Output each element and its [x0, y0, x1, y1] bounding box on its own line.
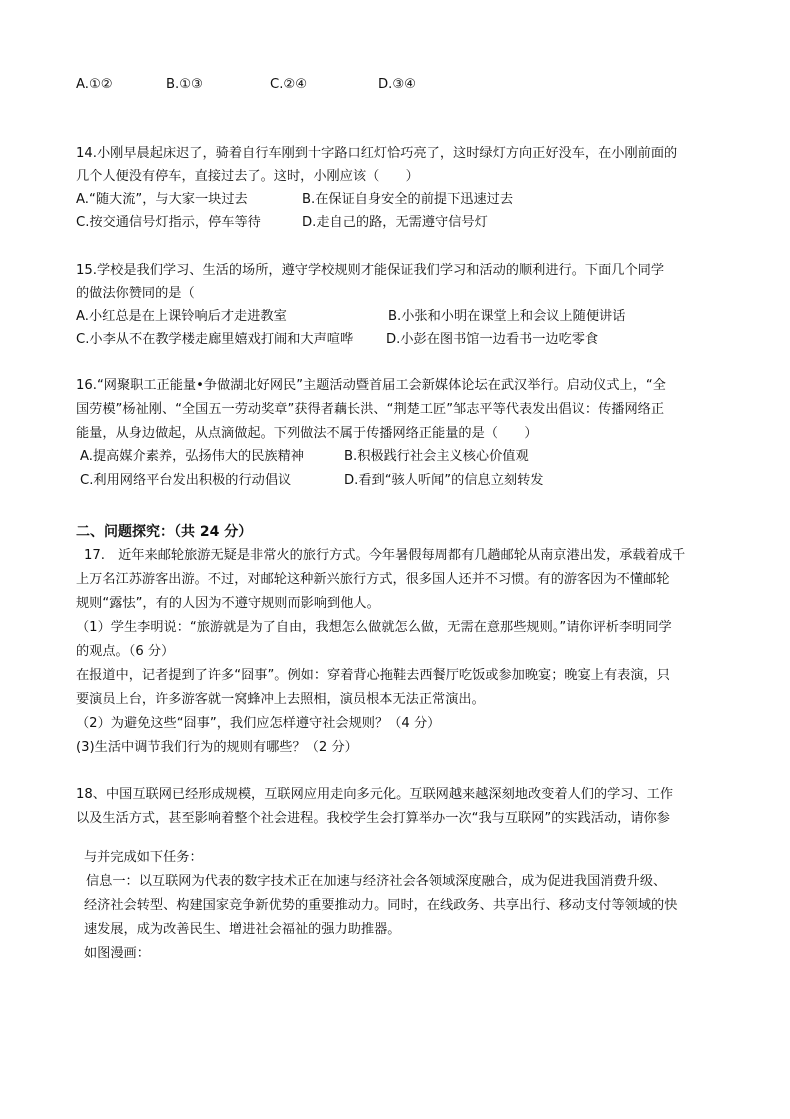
q13-option-b: B.①③	[166, 77, 203, 92]
q16-options-row-1	[80, 447, 720, 467]
q14-options-row-2	[76, 213, 716, 233]
q18-intro-line-1: 18、中国互联网已经形成规模，互联网应用走向多元化。互联网越来越深刻地改变着人们的学习、工作	[76, 787, 674, 802]
q18-info1-line-2: 经济社会转型、构建国家竞争新优势的重要推动力。同时，在线政务、共享出行、移动支付等领域的快	[84, 898, 678, 913]
q14-option-c: C.按交通信号灯指示，停车等待	[76, 215, 261, 230]
q18-comic-label: 如图漫画：	[84, 946, 150, 961]
q14-option-b: B.在保证自身安全的前提下迅速过去	[302, 192, 514, 207]
q17-subquestion-1-line-2: 的观点。（6 分）	[76, 644, 175, 659]
q15-stem-line-1: 15.学校是我们学习、生活的场所，遵守学校规则才能保证我们学习和活动的顺利进行。下面几个同学	[76, 263, 665, 278]
q16-option-d: D.看到“骇人听闻”的信息立刻转发	[344, 473, 544, 488]
q15-options-row-1	[76, 307, 716, 327]
q13-options	[76, 75, 716, 95]
q15-option-a: A.小红总是在上课铃响后才走进教室	[76, 309, 287, 324]
q16-stem-line-1: 16.“网聚职工正能量•争做湖北好网民”主题活动暨首届工会新媒体论坛在武汉举行。启动仪式上，“全	[76, 378, 666, 393]
q17-report-line-1: 在报道中，记者提到了许多“囧事”。例如：穿着背心拖鞋去西餐厅吃饭或参加晚宴；晚宴上有表演，只	[76, 668, 670, 683]
q14-stem-line-2: 几个人便没有停车，直接过去了。这时，小刚应该（ ）	[76, 169, 419, 184]
q15-option-b: B.小张和小明在课堂上和会议上随便讲话	[388, 309, 626, 324]
q18-info1-line-3: 速发展，成为改善民生、增进社会福祉的强力助推器。	[84, 922, 401, 937]
q17-subquestion-2: （2）为避免这些“囧事”，我们应怎样遵守社会规则？（4 分）	[76, 716, 441, 731]
q18-intro-line-2: 以及生活方式，甚至影响着整个社会进程。我校学生会打算举办一次“我与互联网”的实践活动，请你参	[76, 811, 670, 826]
q16-option-c: C.利用网络平台发出积极的行动倡议	[80, 473, 292, 488]
q13-option-a: A.①②	[76, 77, 113, 92]
q17-subquestion-1-line-1: （1）学生李明说：“旅游就是为了自由，我想怎么做就怎么做，无需在意那些规则。”请你评析李明同学	[76, 620, 672, 635]
q14-options-row-1	[76, 190, 716, 210]
q14-option-d: D.走自己的路，无需遵守信号灯	[302, 215, 488, 230]
q17-intro-line-1: 17. 近年来邮轮旅游无疑是非常火的旅行方式。今年暑假每周都有几趟邮轮从南京港出发，承载着成千	[84, 548, 686, 563]
q15-options-row-2	[76, 330, 716, 350]
q14-stem-line-1: 14.小刚早晨起床迟了，骑着自行车刚到十字路口红灯恰巧亮了，这时绿灯方向正好没车，在小刚前面的	[76, 146, 678, 161]
q17-subquestion-3: (3)生活中调节我们行为的规则有哪些？（2 分）	[76, 740, 358, 755]
q17-report-line-2: 要演员上台，许多游客就一窝蜂冲上去照相，演员根本无法正常演出。	[76, 692, 485, 707]
q17-intro-line-3: 规则“露怯”，有的人因为不遵守规则而影响到他人。	[76, 596, 380, 611]
q15-option-c: C.小李从不在教学楼走廊里嬉戏打闹和大声喧哗	[76, 332, 354, 347]
q16-option-a: A.提高媒介素养，弘扬伟大的民族精神	[80, 449, 304, 464]
q14-option-a: A.“随大流”，与大家一块过去	[76, 192, 248, 207]
section-2-heading: 二、问题探究：（共 24 分）	[76, 524, 253, 540]
q18-info1-line-1: 信息一：以互联网为代表的数字技术正在加速与经济社会各领域深度融合，成为促进我国消费升级、	[86, 874, 667, 889]
q16-option-b: B.积极践行社会主义核心价值观	[344, 449, 529, 464]
q17-intro-line-2: 上万名江苏游客出游。不过，对邮轮这种新兴旅行方式，很多国人还并不习惯。有的游客因为不懂邮轮	[76, 572, 670, 587]
q13-option-c: C.②④	[270, 77, 308, 92]
q15-option-d: D.小彭在图书馆一边看书一边吃零食	[386, 332, 599, 347]
q16-stem-line-2: 国劳模”杨祉刚、“全国五一劳动奖章”获得者藕长洪、“荆楚工匠”邹志平等代表发出倡议：传播网络正	[76, 402, 665, 417]
q15-stem-line-2: 的做法你赞同的是（	[76, 286, 195, 301]
q18-task: 与并完成如下任务：	[84, 850, 203, 865]
q16-options-row-2	[80, 471, 720, 491]
q13-option-d: D.③④	[378, 77, 416, 92]
q16-stem-line-3: 能量，从身边做起，从点滴做起。下列做法不属于传播网络正能量的是（ ）	[76, 426, 538, 441]
